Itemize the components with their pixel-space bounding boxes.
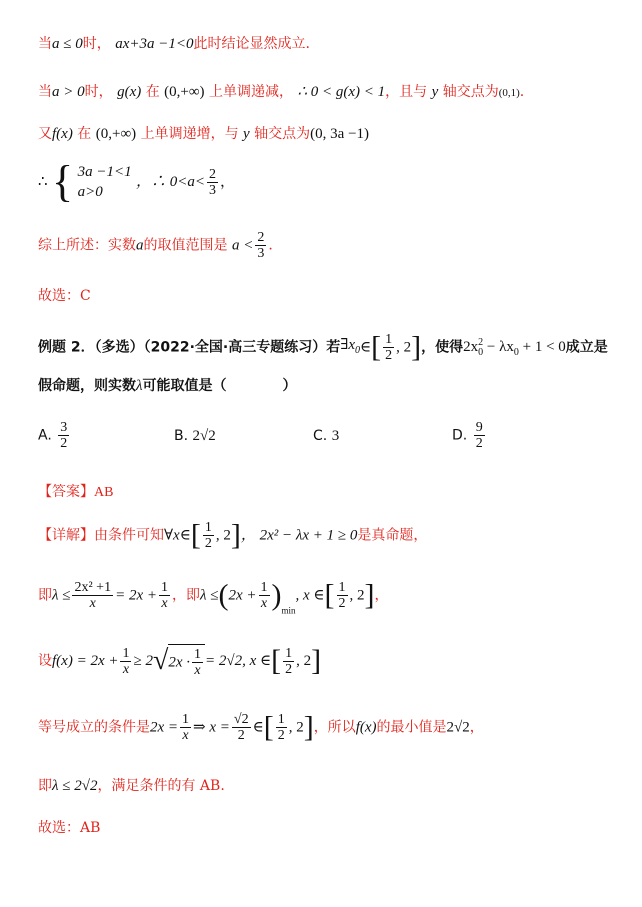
fraction	[337, 580, 348, 611]
text: 轴交点为	[442, 84, 499, 100]
fraction	[159, 580, 170, 611]
sqrt-content	[168, 644, 205, 678]
math-function: f(x)	[52, 126, 73, 142]
numerator: 1	[182, 712, 190, 727]
math-term: = 2x +	[115, 587, 157, 604]
fraction	[180, 712, 191, 743]
example-label: 例题 2．（多选）（2022·全国·高三专题练习）若	[38, 339, 341, 356]
math-point: (0,1)	[498, 87, 520, 99]
text: 轴交点为	[254, 126, 311, 142]
numerator: 1	[122, 645, 130, 661]
answer-value: AB	[94, 485, 114, 500]
solution-line-5	[38, 230, 622, 266]
therefore-symbol: ∴	[38, 174, 48, 190]
denominator: 2	[385, 348, 393, 363]
interval-end: , 2	[396, 339, 412, 356]
math-term: 2x +	[228, 587, 257, 604]
fraction	[207, 167, 218, 198]
text: ，	[220, 174, 236, 190]
text: 的取值范围是	[143, 237, 228, 254]
example-title	[38, 332, 622, 368]
text: 综上所述：实数	[38, 237, 136, 254]
math-function: g(x)	[117, 84, 142, 100]
denominator: x	[182, 728, 189, 743]
denominator: x	[161, 596, 168, 611]
final-answer-line	[38, 818, 622, 838]
term: − λx	[483, 338, 514, 355]
numerator: √2	[233, 712, 249, 727]
text: 由条件可知	[94, 527, 164, 544]
brace-symbol: {	[52, 157, 74, 206]
text: 成立是	[565, 339, 608, 356]
option-letter: B.	[174, 428, 189, 444]
text: 上单调递减，	[209, 84, 293, 100]
math-term: 2x ·	[168, 654, 190, 671]
denominator: 2	[237, 728, 245, 743]
in-symbol: ∈	[252, 719, 264, 736]
fraction	[58, 420, 69, 451]
derivation-line-3	[38, 712, 622, 756]
text: .	[519, 84, 525, 100]
text: 又	[38, 126, 52, 142]
math-inequality: ∴ 0 < g(x) < 1	[297, 84, 386, 100]
math-variable: a	[136, 237, 144, 254]
option-d	[452, 420, 487, 451]
math-term: λ ≤	[199, 587, 219, 604]
denominator: 2	[285, 661, 293, 677]
denominator: 3	[257, 246, 265, 261]
numerator: 9	[475, 420, 483, 435]
solution-line-6	[38, 286, 622, 306]
solution-line-1	[38, 34, 622, 54]
answer-line	[38, 482, 622, 503]
left-bracket: [	[263, 710, 274, 744]
text: 是真命题，	[357, 527, 428, 544]
left-paren: (	[218, 578, 229, 612]
option-letter: C.	[313, 428, 328, 444]
denominator: x	[122, 661, 130, 677]
text: 此时结论显然成立.	[193, 36, 310, 52]
math-term: = 2√2, x ∈	[205, 653, 272, 669]
text: 在	[77, 126, 92, 142]
text: ，即	[171, 587, 200, 604]
math-exists	[340, 336, 361, 356]
system-row-2: a>0	[77, 184, 103, 200]
numerator: 1	[338, 580, 346, 595]
math-term: , x ∈	[295, 587, 325, 604]
detail-line	[38, 520, 622, 560]
text: ，	[469, 719, 484, 736]
fraction	[232, 712, 251, 743]
math-forall: ∀x∈	[164, 527, 191, 544]
denominator: 2	[60, 436, 68, 451]
left-bracket: [	[190, 518, 201, 552]
right-bracket: ]	[230, 518, 241, 552]
derivation-line-1	[38, 580, 622, 624]
text: 时，	[82, 36, 111, 52]
text: 当	[38, 84, 52, 100]
denominator: 2	[338, 596, 346, 611]
solution-line-4	[38, 157, 622, 208]
math-expression: ax+3a −1<0	[115, 36, 194, 52]
math-term: λ ≤	[52, 587, 71, 604]
min-subscript: min	[281, 605, 296, 616]
math-inequality: a <	[231, 237, 254, 254]
fraction	[276, 712, 287, 743]
option-value: 2√2	[192, 428, 216, 444]
interval-end: , 2	[349, 587, 365, 604]
sqrt-symbol: √	[152, 645, 169, 676]
text: 当	[38, 36, 52, 52]
final-choice: 故选：AB	[38, 820, 101, 836]
denominator: 2	[475, 436, 483, 451]
final-choice: 故选：C	[38, 288, 91, 304]
text: ，使得	[421, 339, 464, 356]
denominator: 2	[277, 728, 285, 743]
math-inequality: λ ≤ 2√2	[52, 778, 98, 794]
interval-end: , 2	[288, 719, 304, 736]
derivation-line-2	[38, 644, 622, 688]
option-letter: D.	[452, 427, 468, 444]
subscript: 0	[478, 346, 484, 358]
example-title-line-2	[38, 376, 622, 396]
text: 在	[145, 84, 160, 100]
in-symbol: ∈	[360, 339, 372, 356]
subscript: 0	[513, 346, 519, 358]
text: 上单调递增，与	[140, 126, 239, 142]
solution-line-3	[38, 124, 622, 144]
math-inequality: ，∴ 0<a<	[136, 174, 206, 190]
fraction	[474, 420, 485, 451]
numerator: 1	[204, 520, 212, 535]
denominator: x	[194, 663, 201, 678]
answer-tag: 【答案】	[38, 484, 94, 500]
derivation-line-4	[38, 776, 622, 796]
inequality-system	[78, 162, 132, 202]
text: 即	[38, 778, 52, 794]
text: ，	[374, 587, 389, 604]
superscript: 2	[478, 336, 484, 348]
numerator: 1	[285, 645, 293, 661]
text: ，所以	[313, 719, 356, 736]
solution-line-2	[38, 82, 622, 103]
right-bracket: ]	[303, 710, 314, 744]
option-c	[313, 428, 339, 445]
numerator: 1	[194, 647, 201, 662]
numerator: 1	[160, 580, 168, 595]
text: ，满足条件的有 AB.	[97, 778, 225, 794]
interval-end: , 2	[296, 653, 312, 669]
math-axis: y	[243, 126, 250, 142]
right-bracket: ]	[311, 644, 322, 677]
text: .	[268, 237, 273, 254]
numerator: 1	[260, 580, 268, 595]
interval-end: , 2	[215, 527, 231, 544]
math-term: ⇒ x =	[193, 719, 230, 736]
text: 假命题，则实数	[38, 378, 136, 394]
right-bracket: ]	[364, 578, 375, 612]
numerator: 2	[257, 230, 265, 245]
denominator: x	[260, 596, 268, 611]
term: 2x	[463, 338, 479, 355]
detail-tag: 【详解】	[38, 527, 94, 544]
right-bracket: ]	[411, 330, 422, 364]
fraction	[120, 646, 131, 677]
math-interval: (0,+∞)	[95, 126, 137, 142]
denominator: x	[89, 596, 96, 611]
text: 设	[38, 653, 52, 669]
numerator: 2	[209, 166, 217, 182]
fraction	[283, 646, 294, 677]
math-condition: a > 0	[52, 84, 85, 100]
left-bracket: [	[324, 578, 335, 612]
fraction	[255, 230, 266, 261]
exists-symbol: ∃x	[340, 336, 356, 353]
text: 即	[38, 587, 52, 604]
fraction	[72, 580, 113, 611]
math-value: 2√2	[446, 719, 470, 736]
math-inequality	[463, 336, 566, 358]
option-b	[174, 428, 216, 445]
math-condition: a ≤ 0	[52, 36, 83, 52]
numerator: 3	[60, 420, 68, 435]
math-function: f(x)	[355, 719, 377, 736]
text: 等号成立的条件是	[38, 719, 150, 736]
option-value: 3	[331, 428, 340, 444]
option-letter: A.	[38, 427, 52, 444]
denominator: 2	[204, 536, 212, 551]
system-row-1: 3a −1<1	[77, 164, 132, 180]
fraction	[259, 580, 270, 611]
fraction	[192, 647, 203, 678]
math-point: (0, 3a −1)	[310, 126, 370, 142]
option-a	[38, 420, 71, 451]
left-bracket: [	[271, 644, 282, 677]
denominator: 3	[209, 182, 217, 198]
math-term: f(x) = 2x +	[52, 653, 119, 669]
text: 的最小值是	[376, 719, 447, 736]
numerator: 2x² +1	[74, 580, 112, 595]
numerator: 1	[277, 712, 285, 727]
fraction	[203, 520, 214, 551]
text: 可能取值是（ ）	[142, 378, 297, 394]
fraction	[383, 332, 394, 363]
subscript: 0	[355, 344, 361, 356]
numerator: 1	[385, 332, 393, 347]
text: ，且与	[385, 84, 428, 100]
math-interval: (0,+∞)	[164, 84, 205, 100]
math-lambda: λ	[136, 378, 143, 394]
left-bracket: [	[371, 330, 382, 364]
text: 时，	[84, 84, 113, 100]
math-inequality: ， 2x² − λx + 1 ≥ 0	[240, 527, 358, 544]
math-term: 2x =	[150, 719, 179, 736]
math-axis: y	[431, 84, 439, 100]
math-term: ≥ 2	[133, 653, 153, 669]
right-paren: )	[271, 578, 282, 612]
term: + 1 < 0	[518, 338, 566, 355]
